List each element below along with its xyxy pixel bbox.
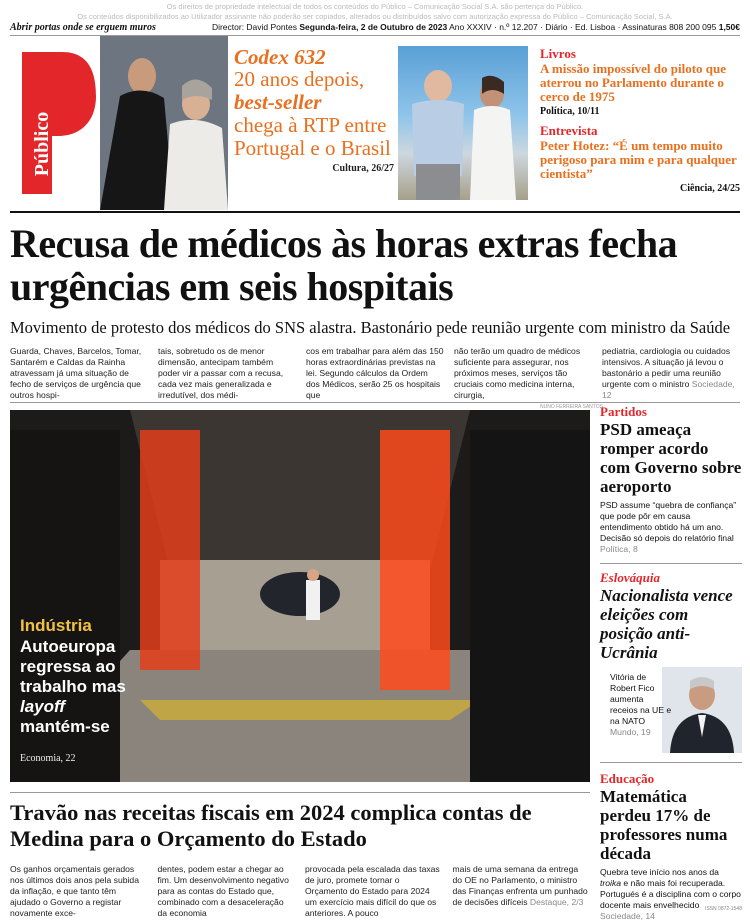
entrevista-headline: Peter Hotez: “É um tempo muito perigoso para mim e para qualquer cientista” xyxy=(540,138,737,181)
second-column-last xyxy=(453,864,591,919)
issue-info: Ano XXXIV · n.º 12.207 · Diário · Ed. Lisboa · Assinaturas 808 200 095 xyxy=(449,22,717,32)
codex-line: chega à RTP entre Portugal e o Brasil xyxy=(234,113,391,160)
entrevista-ref: Ciência, 24/25 xyxy=(680,183,740,194)
codex-title: Codex 632 xyxy=(234,45,326,69)
educacao-text: e não mais foi recuperada. Portugués é a disciplina com o corpo docente mais envelhecido xyxy=(600,878,741,910)
industria-ref: Economia, 22 xyxy=(20,753,76,764)
copyright-notice xyxy=(0,2,750,22)
lead-body xyxy=(10,346,740,401)
educacao-body xyxy=(600,867,742,922)
publico-logo xyxy=(18,44,98,204)
codex-ref: Cultura, 26/27 xyxy=(332,163,394,174)
logo-text: Público xyxy=(31,111,53,177)
top-side-teasers xyxy=(540,46,740,194)
second-body xyxy=(10,864,590,919)
right-column xyxy=(600,404,742,662)
divider xyxy=(10,211,740,213)
divider xyxy=(600,762,742,763)
copyright-line: Os conteúdos disponibilizados ao Utilizador assinante não poderão ser copiados, alterados ou distribuídos salvo com autorização expressa do Público – Comunicação Social, S.A. xyxy=(77,12,673,21)
second-ref: Destaque, 2/3 xyxy=(529,897,584,907)
livros-teaser[interactable] xyxy=(540,46,740,117)
educacao-text-italic: troika xyxy=(600,878,622,888)
lead-column: tais, sobretudo os de menor dimensão, antecipam também poder vir a passar com a recusa, cada vez mais generalizada e irredutível, dos médi- xyxy=(158,346,284,400)
educacao-kicker: Educação xyxy=(600,771,655,786)
industria-text: Autoeuropa regressa ao trabalho mas xyxy=(20,637,126,696)
educacao-headline: Matemática perdeu 17% de professores numa década xyxy=(600,787,728,863)
issn-code: ISSN 0872-1548 xyxy=(705,906,742,912)
industria-text-italic: layoff xyxy=(20,697,66,716)
lead-column: Guarda, Chaves, Barcelos, Tomar, Santarém e Caldas da Rainha atravessam já uma situação de fecho de serviços de urgência que outros hospi- xyxy=(10,346,142,400)
lead-subhead: Movimento de protesto dos médicos do SNS alastra. Bastonário pede reunião urgente com ministro da Saúde xyxy=(10,318,731,337)
eslovaquia-ref: Mundo, 19 xyxy=(610,727,651,737)
codex-text xyxy=(234,68,394,160)
second-column: provocada pela escalada das taxas de juro, promete tornar o Orçamento do Estado para 2024 um exercício mais difícil do que os anteriores. A pouco xyxy=(305,864,440,918)
entrevista-teaser[interactable] xyxy=(540,123,740,194)
educacao-text: Quebra teve início nos anos da xyxy=(600,867,719,877)
industria-text: mantém-se xyxy=(20,717,110,736)
photo-credit: NUNO FERREIRA SANTOS xyxy=(540,404,603,410)
livros-ref: Política, 10/11 xyxy=(540,106,600,117)
slogan: Abrir portas onde se erguem muros xyxy=(10,22,156,33)
livros-photo xyxy=(398,46,528,200)
masthead-bar xyxy=(10,22,740,36)
partidos-body xyxy=(600,500,742,555)
educacao-ref: Sociedade, 14 xyxy=(600,911,655,921)
second-column: Os ganhos orçamentais gerados nos últimos dois anos pela subida da inflação, e que tanto têm ajudado o Governo a registar novamente exce- xyxy=(10,864,139,918)
masthead-meta xyxy=(212,22,740,32)
divider xyxy=(600,563,742,564)
livros-kicker: Livros xyxy=(540,46,576,61)
codex-teaser[interactable] xyxy=(234,46,394,174)
second-column-text: mais de uma semana da entrega do OE no Parlamento, o ministro das Finanças enfrenta um punhado de decisões difíceis xyxy=(452,864,588,907)
codex-line: 20 anos depois, xyxy=(234,67,365,91)
entrevista-kicker: Entrevista xyxy=(540,123,598,138)
partidos-headline: PSD ameaça romper acordo com Governo sobre aeroporto xyxy=(600,420,742,496)
lead-column-text: pediatria, cardiologia ou cuidados intensivos. A situação já levou o bastonário a pedir uma reunião urgente com o ministro xyxy=(602,346,731,389)
lead-column-last xyxy=(602,346,740,401)
partidos-ref: Política, 8 xyxy=(600,544,638,554)
copyright-line: Os direitos de propriedade intelectual de todos os conteúdos do Público – Comunicação Social S.A. são pertença do Público. xyxy=(166,2,584,11)
lead-headline[interactable]: Recusa de médicos às horas extras fecha urgências em seis hospitais xyxy=(10,221,678,309)
partidos-text: PSD assume “quebra de confiança” que pode pôr em causa entendimento obtido há um ano. Decisão só depois do relatório final xyxy=(600,500,737,543)
industria-headline[interactable] xyxy=(20,637,140,737)
codex-line-italic: best-seller xyxy=(234,90,322,114)
eslovaquia-headline: Nacionalista vence eleições com posição anti-Ucrânia xyxy=(600,586,733,662)
educacao-teaser[interactable] xyxy=(600,762,742,922)
second-headline[interactable]: Travão nas receitas fiscais em 2024 complica contas de Medina para o Orçamento do Estado xyxy=(10,800,532,851)
eslovaquia-kicker: Eslováquia xyxy=(600,570,660,585)
lead-column: cos em trabalhar para além das 150 horas extraordinárias previstas na lei. Segundo cálculos da Ordem dos Médicos, serão 25 os hospitais que xyxy=(306,346,444,400)
divider xyxy=(10,402,740,403)
lead-column: não terão um quadro de médicos suficiente para assegurar, nos próximos meses, serviços tão cruciais como medicina interna, cirurgia, xyxy=(454,346,581,400)
fico-caption xyxy=(610,672,672,738)
codex-photo xyxy=(100,36,228,210)
issue-date: Segunda-feira, 2 de Outubro de 2023 xyxy=(299,22,448,32)
fico-caption-text: Vitória de Robert Fico aumenta receios na UE e na NATO xyxy=(610,672,672,726)
divider xyxy=(10,792,590,793)
director: Director: David Pontes xyxy=(211,22,297,32)
eslovaquia-teaser[interactable] xyxy=(600,570,742,662)
partidos-teaser[interactable] xyxy=(600,404,742,555)
partidos-kicker: Partidos xyxy=(600,404,647,419)
industria-kicker: Indústria xyxy=(20,616,92,635)
second-column: dentes, podem estar a chegar ao fim. Um desenvolvimento negativo para as contas do Estado que, combinado com a desaceleração da economia xyxy=(157,864,289,918)
livros-headline: A missão impossível do piloto que aterrou no Parlamento durante o cerco de 1975 xyxy=(540,61,727,104)
price: 1,50€ xyxy=(718,22,740,32)
lead-ref: Sociedade, 12 xyxy=(602,379,735,400)
fico-photo xyxy=(662,667,742,753)
